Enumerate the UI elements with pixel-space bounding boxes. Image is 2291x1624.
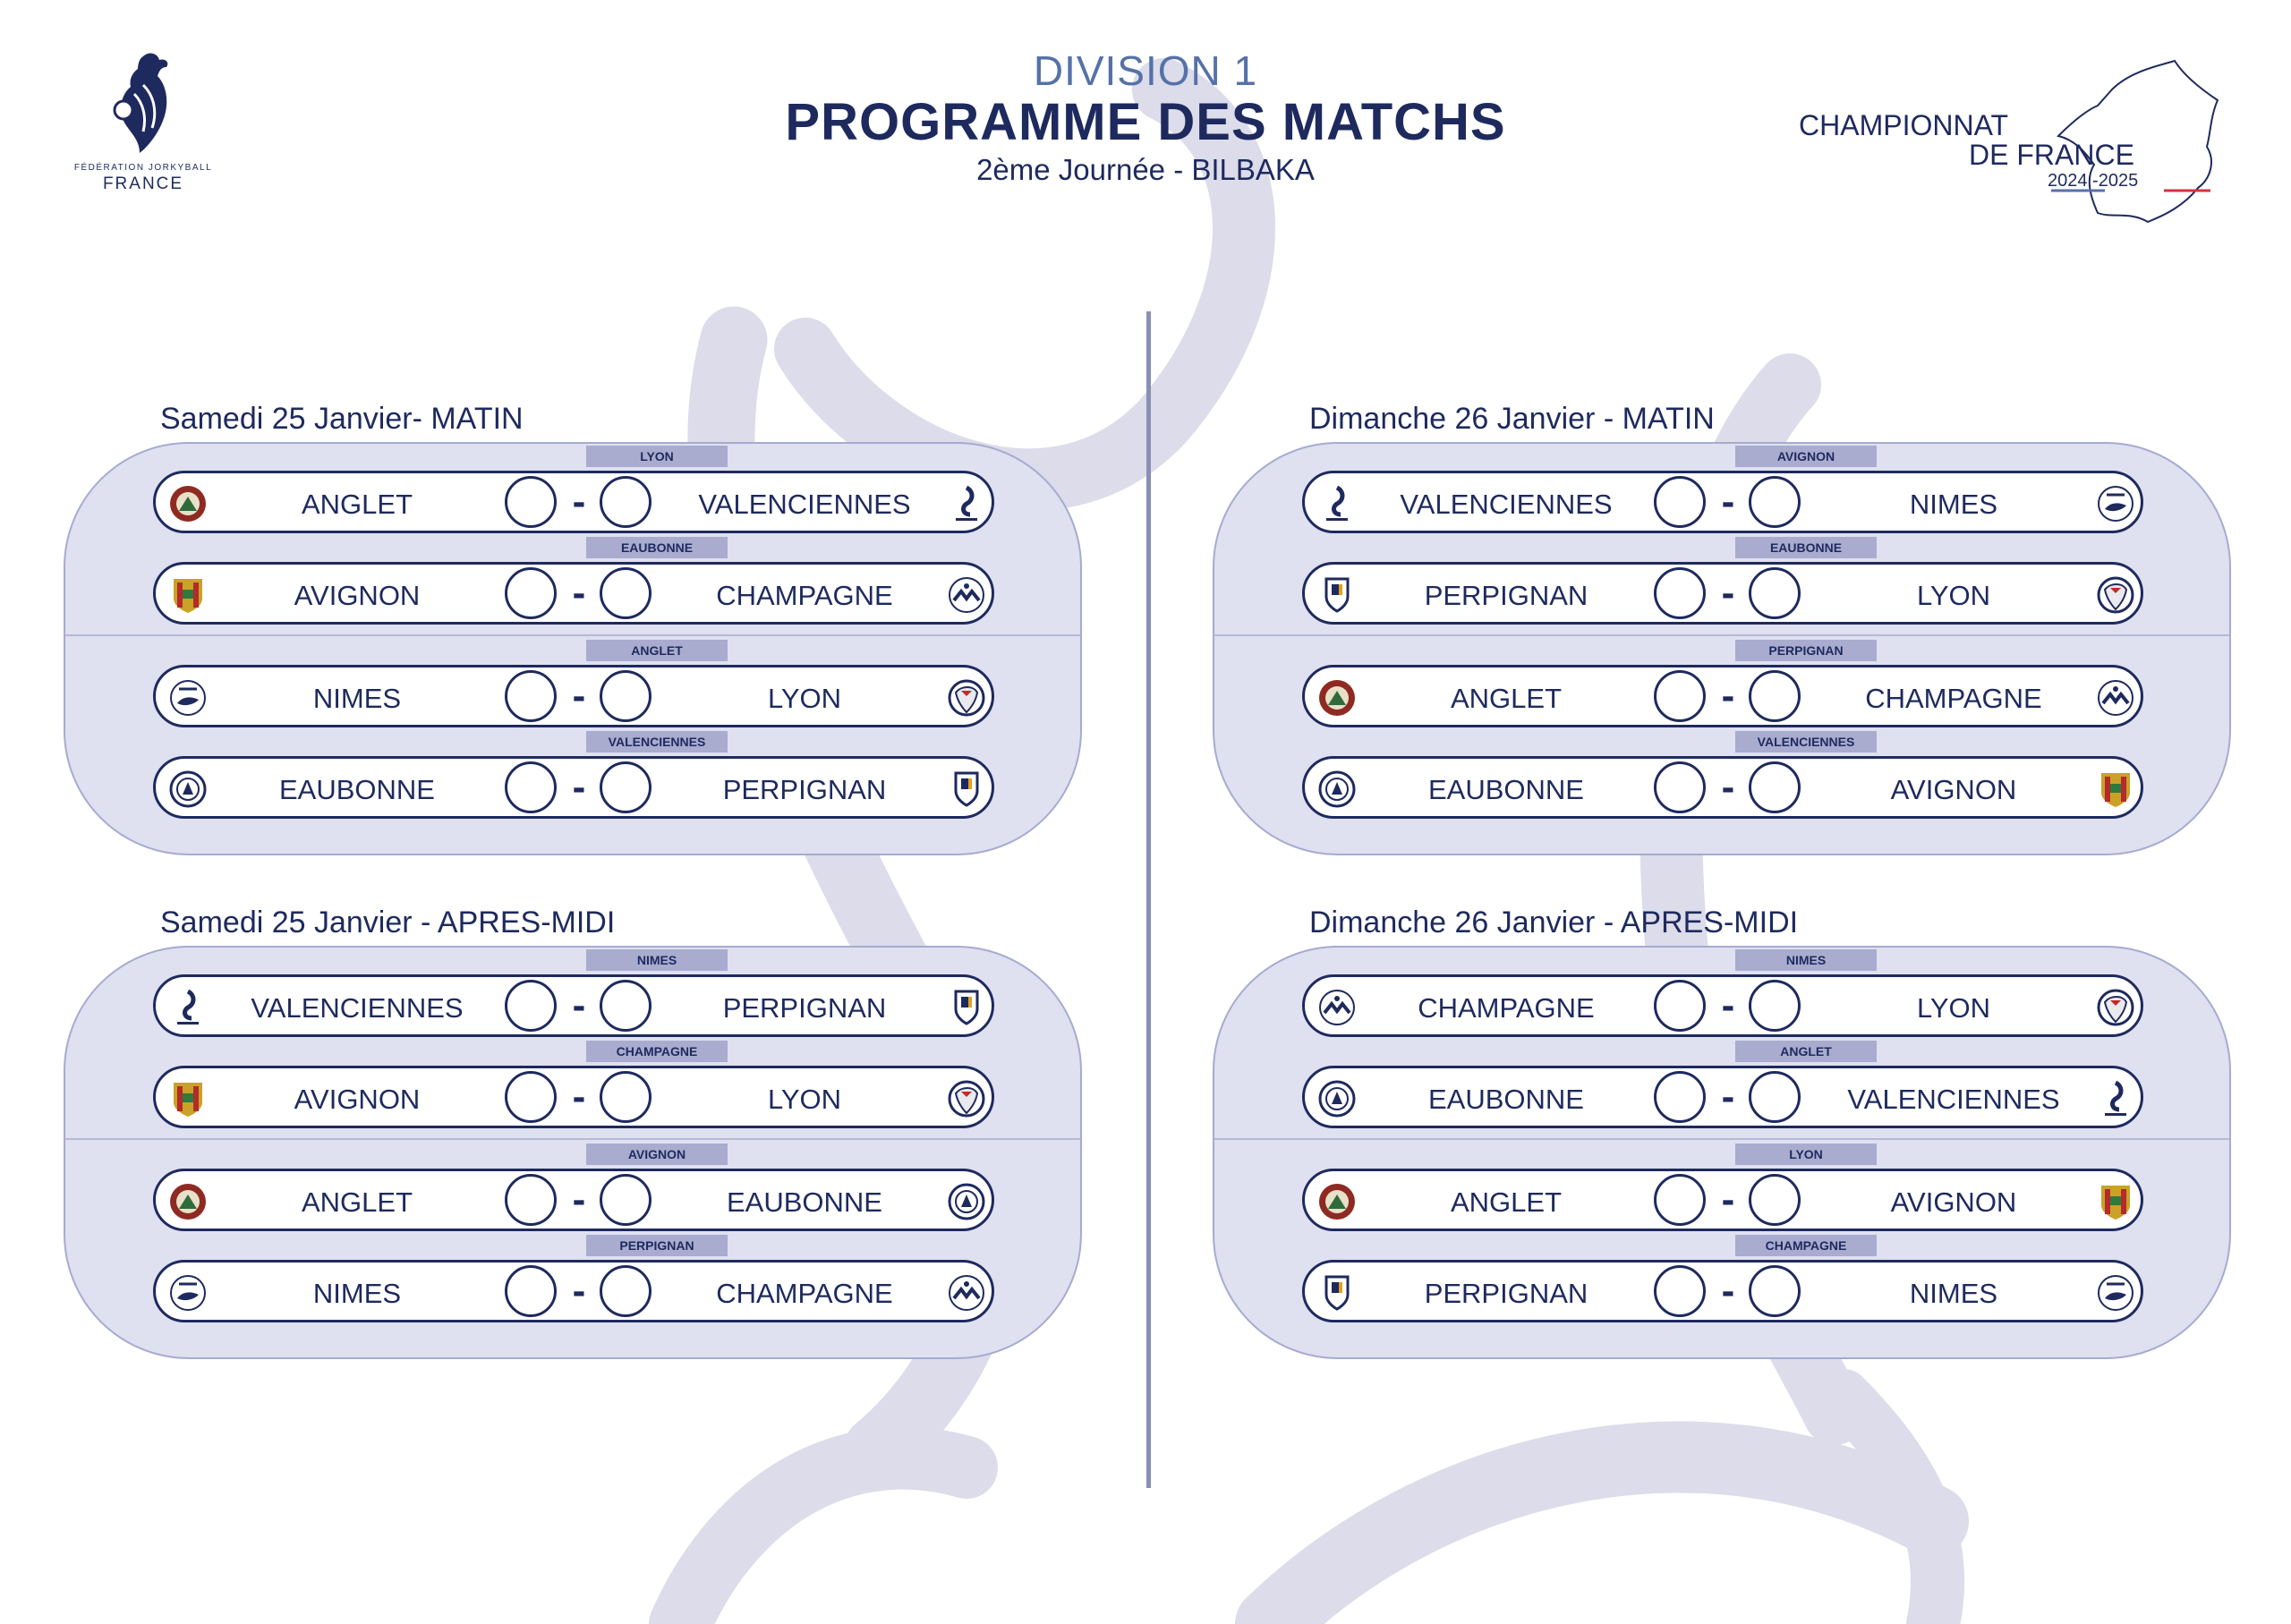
- referee-team-label: CHAMPAGNE: [1735, 1235, 1877, 1256]
- home-score-input[interactable]: [505, 1265, 557, 1317]
- match-row: [1302, 449, 2143, 533]
- match-row: [1302, 643, 2143, 727]
- score-separator: -: [1721, 983, 1735, 1027]
- match-pill: [153, 1260, 994, 1322]
- score-separator: -: [572, 983, 586, 1027]
- home-team-name: NIMES: [312, 683, 402, 714]
- referee-team-label: VALENCIENNES: [1735, 731, 1877, 752]
- away-score-input[interactable]: [600, 980, 652, 1032]
- match-row: [153, 643, 994, 727]
- away-team-name: AVIGNON: [1890, 774, 2017, 805]
- home-score-input[interactable]: [505, 567, 557, 619]
- away-score-input[interactable]: [1749, 670, 1801, 722]
- match-row: [153, 1238, 994, 1322]
- away-team-name: VALENCIENNES: [1847, 1084, 2060, 1115]
- champagne-crest-icon: [2096, 678, 2135, 718]
- home-team-name: ANGLET: [301, 1186, 413, 1218]
- away-score-input[interactable]: [600, 761, 652, 813]
- home-score-input[interactable]: [1654, 567, 1706, 619]
- lyon-crest-icon: [947, 1079, 986, 1118]
- eaubonne-crest-icon: [1317, 769, 1357, 809]
- away-score-input[interactable]: [1749, 1265, 1801, 1317]
- anglet-crest-icon: [168, 1182, 208, 1221]
- home-score-input[interactable]: [1654, 761, 1706, 813]
- match-row: [153, 735, 994, 819]
- anglet-crest-icon: [1317, 1182, 1357, 1221]
- anglet-crest-icon: [168, 484, 208, 523]
- home-score-input[interactable]: [1654, 670, 1706, 722]
- session-title-sun-morning: Dimanche 26 Janvier - MATIN: [1309, 402, 1715, 436]
- match-pill: [153, 1066, 994, 1128]
- referee-team-label: PERPIGNAN: [586, 1235, 728, 1256]
- home-score-input[interactable]: [505, 1174, 557, 1226]
- match-row: [1302, 953, 2143, 1037]
- home-team-name: PERPIGNAN: [1424, 1278, 1588, 1309]
- session-title-sun-afternoon: Dimanche 26 Janvier - APRES-MIDI: [1309, 906, 1799, 940]
- home-team-name: AVIGNON: [294, 1084, 421, 1115]
- away-team-name: CHAMPAGNE: [1865, 683, 2042, 714]
- score-separator: -: [572, 765, 586, 809]
- session-title-sat-morning: Samedi 25 Janvier- MATIN: [160, 402, 524, 436]
- away-team-name: CHAMPAGNE: [716, 580, 893, 611]
- match-pill: [1302, 756, 2143, 819]
- away-team-name: AVIGNON: [1890, 1186, 2017, 1218]
- perpignan-crest-icon: [947, 769, 986, 809]
- match-pill: [1302, 562, 2143, 625]
- referee-team-label: VALENCIENNES: [586, 731, 728, 752]
- home-team-name: CHAMPAGNE: [1418, 992, 1595, 1024]
- referee-team-label: LYON: [1735, 1144, 1877, 1165]
- score-separator: -: [572, 1075, 586, 1118]
- away-team-name: LYON: [1916, 580, 1991, 611]
- away-team-name: LYON: [1916, 992, 1991, 1024]
- home-score-input[interactable]: [505, 980, 557, 1032]
- page-header: [609, 47, 1682, 190]
- nimes-crest-icon: [2096, 1273, 2135, 1313]
- match-row: [1302, 1238, 2143, 1322]
- lyon-crest-icon: [947, 678, 986, 718]
- match-row: [153, 540, 994, 625]
- match-row: [1302, 735, 2143, 819]
- score-separator: -: [572, 480, 586, 523]
- home-team-name: ANGLET: [301, 489, 413, 520]
- score-separator: -: [572, 571, 586, 615]
- home-team-name: VALENCIENNES: [1400, 489, 1613, 520]
- score-separator: -: [572, 674, 586, 718]
- away-team-name: NIMES: [1909, 489, 1998, 520]
- match-pill: [153, 1169, 994, 1231]
- match-pill: [1302, 1066, 2143, 1128]
- match-pill: [153, 665, 994, 727]
- match-pill: [153, 756, 994, 819]
- score-separator: -: [572, 1269, 586, 1313]
- referee-team-label: EAUBONNE: [586, 537, 728, 558]
- score-separator: -: [1721, 1269, 1735, 1313]
- referee-team-label: ANGLET: [586, 640, 728, 661]
- home-score-input[interactable]: [505, 1071, 557, 1123]
- nimes-crest-icon: [168, 1273, 208, 1313]
- referee-team-label: CHAMPAGNE: [586, 1041, 728, 1062]
- match-row: [1302, 540, 2143, 625]
- valenciennes-crest-icon: [168, 988, 208, 1027]
- championship-line2: DE FRANCE: [1969, 139, 2134, 171]
- away-team-name: VALENCIENNES: [698, 489, 911, 520]
- home-score-input[interactable]: [505, 670, 557, 722]
- home-team-name: EAUBONNE: [279, 774, 435, 805]
- champagne-crest-icon: [947, 575, 986, 615]
- referee-team-label: PERPIGNAN: [1735, 640, 1877, 661]
- division-label: DIVISION 1: [1033, 47, 1258, 94]
- match-pill: [153, 974, 994, 1037]
- federation-logo: [72, 49, 215, 210]
- away-score-input[interactable]: [1749, 476, 1801, 528]
- center-divider: [1146, 311, 1151, 1488]
- match-row: [153, 449, 994, 533]
- match-pill: [1302, 1169, 2143, 1231]
- championship-line1: CHAMPIONNAT: [1799, 109, 2009, 141]
- perpignan-crest-icon: [947, 988, 986, 1027]
- score-separator: -: [1721, 1075, 1735, 1118]
- score-separator: -: [1721, 765, 1735, 809]
- eaubonne-crest-icon: [1317, 1079, 1357, 1118]
- match-pill: [1302, 974, 2143, 1037]
- referee-team-label: NIMES: [1735, 949, 1877, 971]
- match-row: [1302, 1147, 2143, 1231]
- nimes-crest-icon: [2096, 484, 2135, 523]
- match-pill: [153, 471, 994, 533]
- match-pill: [1302, 1260, 2143, 1322]
- home-score-input[interactable]: [505, 476, 557, 528]
- away-score-input[interactable]: [600, 1174, 652, 1226]
- match-row: [153, 1147, 994, 1231]
- referee-team-label: EAUBONNE: [1735, 537, 1877, 558]
- away-score-input[interactable]: [600, 567, 652, 619]
- home-team-name: VALENCIENNES: [251, 992, 464, 1024]
- page-title: PROGRAMME DES MATCHS: [785, 93, 1506, 151]
- away-team-name: CHAMPAGNE: [716, 1278, 893, 1309]
- champagne-crest-icon: [947, 1273, 986, 1313]
- score-separator: -: [1721, 571, 1735, 615]
- score-separator: -: [1721, 674, 1735, 718]
- federation-name: FÉDÉRATION JORKYBALL: [73, 163, 213, 173]
- avignon-crest-icon: [2096, 1182, 2135, 1221]
- away-team-name: PERPIGNAN: [722, 774, 887, 805]
- referee-team-label: ANGLET: [1735, 1041, 1877, 1062]
- away-score-input[interactable]: [1749, 1174, 1801, 1226]
- champagne-crest-icon: [1317, 988, 1357, 1027]
- away-score-input[interactable]: [600, 1265, 652, 1317]
- match-row: [1302, 1044, 2143, 1128]
- match-row: [153, 953, 994, 1037]
- valenciennes-crest-icon: [2096, 1079, 2135, 1118]
- home-team-name: PERPIGNAN: [1424, 580, 1588, 611]
- home-team-name: NIMES: [312, 1278, 402, 1309]
- home-score-input[interactable]: [1654, 476, 1706, 528]
- referee-team-label: AVIGNON: [586, 1144, 728, 1165]
- home-score-input[interactable]: [1654, 1071, 1706, 1123]
- championship-season: 2024 -2025: [2048, 171, 2139, 191]
- session-title-sat-afternoon: Samedi 25 Janvier - APRES-MIDI: [160, 906, 616, 940]
- away-score-input[interactable]: [1749, 567, 1801, 619]
- home-team-name: EAUBONNE: [1428, 1084, 1584, 1115]
- score-separator: -: [572, 1178, 586, 1221]
- home-score-input[interactable]: [1654, 980, 1706, 1032]
- lyon-crest-icon: [2096, 575, 2135, 615]
- anglet-crest-icon: [1317, 678, 1357, 718]
- referee-team-label: AVIGNON: [1735, 446, 1877, 467]
- away-team-name: EAUBONNE: [727, 1186, 882, 1218]
- avignon-crest-icon: [2096, 769, 2135, 809]
- lyon-crest-icon: [2096, 988, 2135, 1027]
- away-score-input[interactable]: [1749, 761, 1801, 813]
- valenciennes-crest-icon: [947, 484, 986, 523]
- home-team-name: ANGLET: [1450, 683, 1563, 714]
- avignon-crest-icon: [168, 575, 208, 615]
- match-row: [153, 1044, 994, 1128]
- home-team-name: ANGLET: [1450, 1186, 1563, 1218]
- home-team-name: AVIGNON: [294, 580, 421, 611]
- perpignan-crest-icon: [1317, 1273, 1357, 1313]
- eaubonne-crest-icon: [947, 1182, 986, 1221]
- match-pill: [1302, 471, 2143, 533]
- away-team-name: LYON: [767, 683, 842, 714]
- away-team-name: LYON: [767, 1084, 842, 1115]
- home-score-input[interactable]: [505, 761, 557, 813]
- away-score-input[interactable]: [600, 670, 652, 722]
- away-team-name: NIMES: [1909, 1278, 1998, 1309]
- away-team-name: PERPIGNAN: [722, 992, 887, 1024]
- eaubonne-crest-icon: [168, 769, 208, 809]
- championship-logo: [1790, 54, 2228, 242]
- page-subtitle: 2ème Journée - BILBAKA: [976, 153, 1315, 186]
- home-score-input[interactable]: [1654, 1265, 1706, 1317]
- score-separator: -: [1721, 480, 1735, 523]
- away-score-input[interactable]: [1749, 980, 1801, 1032]
- match-pill: [153, 562, 994, 625]
- away-score-input[interactable]: [600, 476, 652, 528]
- score-separator: -: [1721, 1178, 1735, 1221]
- referee-team-label: LYON: [586, 446, 728, 467]
- rooster-icon: [107, 49, 179, 157]
- away-score-input[interactable]: [600, 1071, 652, 1123]
- avignon-crest-icon: [168, 1079, 208, 1118]
- federation-country: FRANCE: [102, 174, 184, 193]
- away-score-input[interactable]: [1749, 1071, 1801, 1123]
- valenciennes-crest-icon: [1317, 484, 1357, 523]
- perpignan-crest-icon: [1317, 575, 1357, 615]
- nimes-crest-icon: [168, 678, 208, 718]
- home-score-input[interactable]: [1654, 1174, 1706, 1226]
- match-pill: [1302, 665, 2143, 727]
- home-team-name: EAUBONNE: [1428, 774, 1584, 805]
- referee-team-label: NIMES: [586, 949, 728, 971]
